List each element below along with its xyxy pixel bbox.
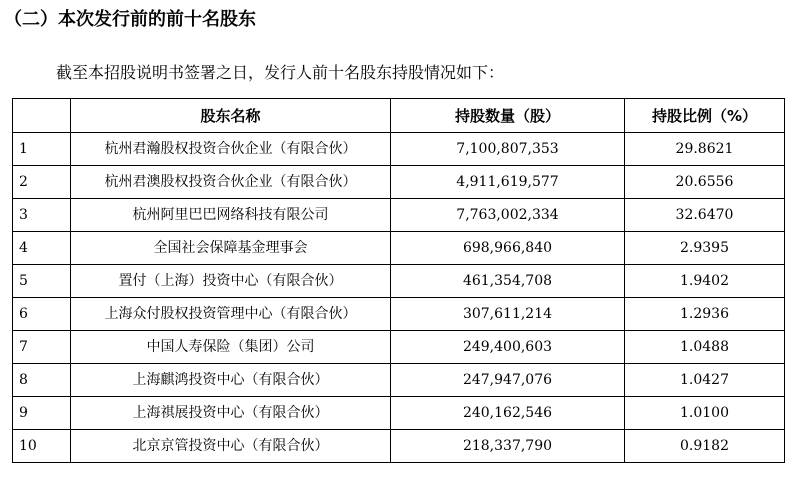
shareholder-name: 杭州君瀚股权投资合伙企业（有限合伙）: [71, 133, 391, 166]
header-name: 股东名称: [71, 99, 391, 133]
share-quantity: 249,400,603: [391, 331, 625, 364]
row-number: 5: [13, 265, 71, 298]
shareholder-name: 杭州君澳股权投资合伙企业（有限合伙）: [71, 166, 391, 199]
share-quantity: 218,337,790: [391, 430, 625, 463]
shareholder-name: 上海众付股权投资管理中心（有限合伙）: [71, 298, 391, 331]
row-number: 2: [13, 166, 71, 199]
table-row: [13, 133, 785, 166]
row-number: 1: [13, 133, 71, 166]
share-ratio: 1.0488: [625, 331, 785, 364]
share-ratio: 0.9182: [625, 430, 785, 463]
shareholder-name: 上海祺展投资中心（有限合伙）: [71, 397, 391, 430]
share-quantity: 7,100,807,353: [391, 133, 625, 166]
share-ratio: 29.8621: [625, 133, 785, 166]
share-quantity: 307,611,214: [391, 298, 625, 331]
shareholder-name: 北京京管投资中心（有限合伙）: [71, 430, 391, 463]
share-quantity: 7,763,002,334: [391, 199, 625, 232]
top-ten-shareholders-table: [12, 98, 785, 463]
section-heading: （二）本次发行前的前十名股东: [4, 9, 256, 30]
header-shares: 持股数量（股）: [391, 99, 625, 133]
header-no: [13, 99, 71, 133]
share-ratio: 2.9395: [625, 232, 785, 265]
share-ratio: 1.9402: [625, 265, 785, 298]
share-ratio: 1.0100: [625, 397, 785, 430]
table-row: [13, 265, 785, 298]
row-number: 8: [13, 364, 71, 397]
table-header-row: [13, 99, 785, 133]
share-quantity: 240,162,546: [391, 397, 625, 430]
share-quantity: 461,354,708: [391, 265, 625, 298]
header-ratio: 持股比例（%）: [625, 99, 785, 133]
row-number: 6: [13, 298, 71, 331]
row-number: 3: [13, 199, 71, 232]
intro-paragraph: 截至本招股说明书签署之日，发行人前十名股东持股情况如下：: [56, 63, 505, 82]
table-row: [13, 331, 785, 364]
table-row: [13, 364, 785, 397]
table-row: [13, 397, 785, 430]
shareholder-name: 上海麒鸿投资中心（有限合伙）: [71, 364, 391, 397]
row-number: 7: [13, 331, 71, 364]
share-quantity: 247,947,076: [391, 364, 625, 397]
row-number: 9: [13, 397, 71, 430]
row-number: 4: [13, 232, 71, 265]
shareholder-name: 置付（上海）投资中心（有限合伙）: [71, 265, 391, 298]
table-row: [13, 430, 785, 463]
row-number: 10: [13, 430, 71, 463]
share-ratio: 32.6470: [625, 199, 785, 232]
share-ratio: 20.6556: [625, 166, 785, 199]
share-ratio: 1.0427: [625, 364, 785, 397]
share-quantity: 698,966,840: [391, 232, 625, 265]
table-row: [13, 199, 785, 232]
table-row: [13, 232, 785, 265]
share-ratio: 1.2936: [625, 298, 785, 331]
table-row: [13, 298, 785, 331]
shareholder-name: 全国社会保障基金理事会: [71, 232, 391, 265]
shareholder-name: 杭州阿里巴巴网络科技有限公司: [71, 199, 391, 232]
shareholder-name: 中国人寿保险（集团）公司: [71, 331, 391, 364]
table-row: [13, 166, 785, 199]
share-quantity: 4,911,619,577: [391, 166, 625, 199]
